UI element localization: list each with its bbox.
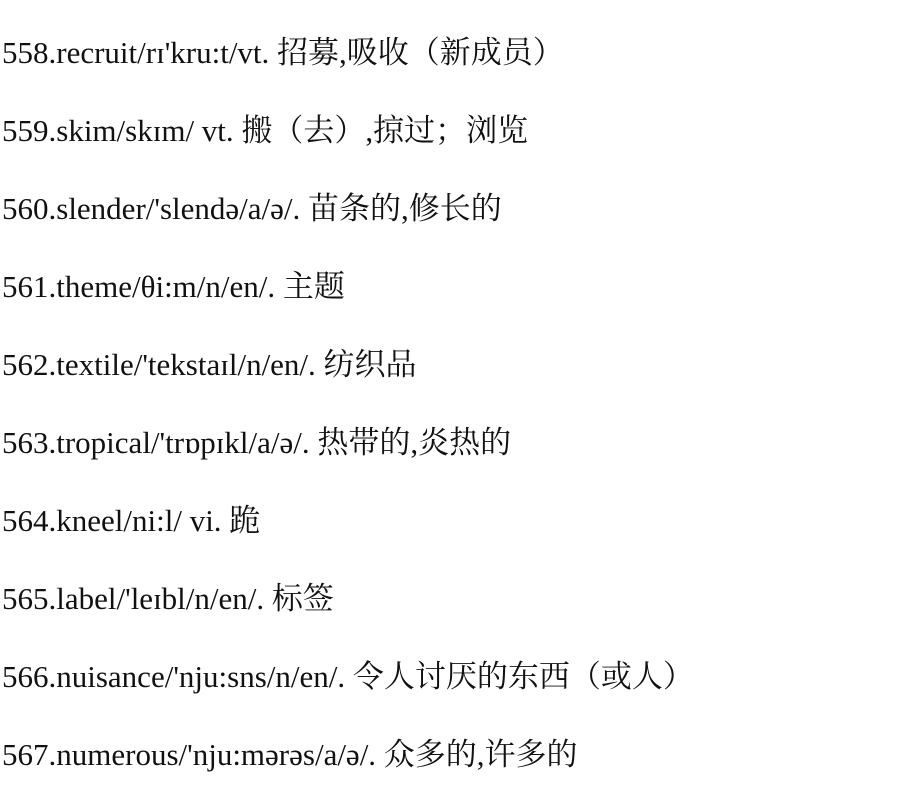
entry-text: 566.nuisance/'nju:sns/n/en/. 令人讨厌的东西（或人）	[2, 659, 694, 694]
entry-text: 563.tropical/'trɒpɪkl/a/ə/. 热带的,炎热的	[2, 425, 512, 460]
entry-text: 562.textile/'tekstaɪl/n/en/. 纺织品	[2, 347, 417, 382]
entry-text: 567.numerous/'nju:mərəs/a/ə/. 众多的,许多的	[2, 737, 578, 772]
entry-text: 558.recruit/rɪ'kru:t/vt. 招募,吸收（新成员）	[2, 35, 564, 70]
entry-text: 564.kneel/ni:l/ vi. 跪	[2, 503, 261, 538]
vocab-entry-560	[2, 189, 502, 229]
entry-text: 561.theme/θi:m/n/en/. 主题	[2, 269, 345, 304]
vocab-entry-563	[2, 423, 511, 463]
vocab-entry-566	[2, 657, 694, 697]
entry-text: 560.slender/'slendə/a/ə/. 苗条的,修长的	[2, 191, 502, 226]
vocab-entry-565	[2, 579, 334, 619]
vocab-entry-562	[2, 345, 417, 385]
vocab-entry-567	[2, 735, 578, 775]
entry-text: 565.label/'leɪbl/n/en/. 标签	[2, 581, 334, 616]
vocab-entry-558	[2, 33, 564, 73]
vocab-entry-564	[2, 501, 260, 541]
vocab-entry-561	[2, 267, 345, 307]
vocab-entry-559	[2, 111, 528, 151]
entry-text: 559.skim/skɪm/ vt. 搬（去）,掠过；浏览	[2, 113, 529, 148]
